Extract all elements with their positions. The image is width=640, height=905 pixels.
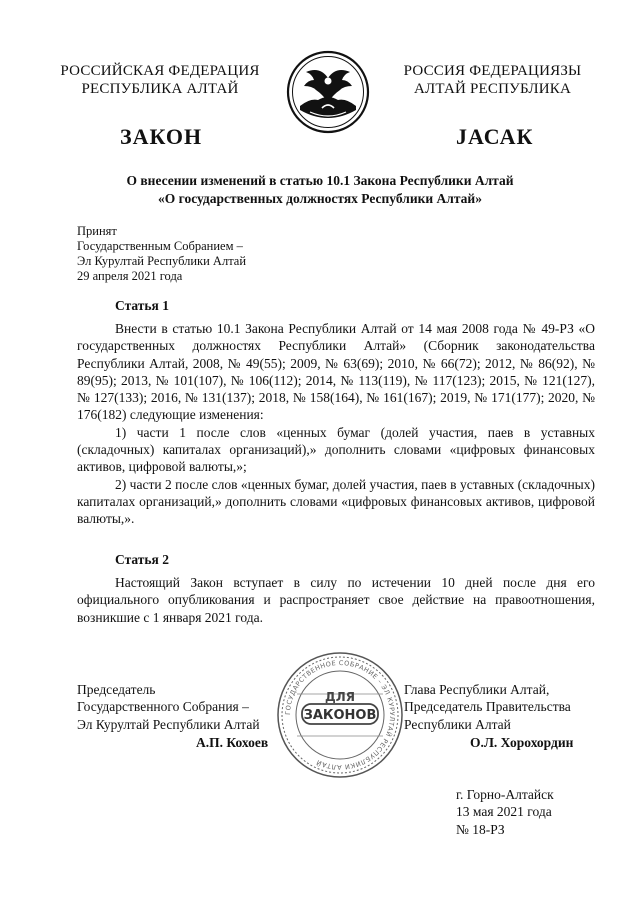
article1-paragraph2: 1) части 1 после слов «ценных бумаг (долей участия, паев в уставных (складочных) капиталах организаций),» дополнить словами «цифровых финансовых активов, цифровой валюты,»; xyxy=(77,424,595,475)
header-right-line2: АЛТАЙ РЕСПУБЛИКА xyxy=(413,81,572,97)
signature-right xyxy=(404,681,571,733)
header-left xyxy=(40,62,280,98)
header-right xyxy=(375,62,610,98)
signature-right-name: О.Л. Хорохордин xyxy=(470,735,574,750)
signature-right-line2: Председатель Правительства xyxy=(404,699,571,715)
emblem xyxy=(286,50,370,139)
article2-paragraph1: Настоящий Закон вступает в силу по истечении 10 дней после дня его официального опубликования и распространяет свое действие на правоотношения, возникшие с 1 января 2021 года. xyxy=(77,575,595,625)
adopted-line3: Эл Курултай Республики Алтай xyxy=(77,254,247,268)
article1-heading: Статья 1 xyxy=(115,298,169,313)
stamp xyxy=(275,650,405,785)
signature-left-line1: Председатель xyxy=(77,682,156,697)
footer-number: № 18-РЗ xyxy=(456,821,505,837)
adopted-line1: Принят xyxy=(77,224,117,238)
coat-of-arms-icon xyxy=(286,50,370,134)
title-left: ЗАКОН xyxy=(120,124,203,149)
header-left-line1: РОССИЙСКАЯ ФЕДЕРАЦИЯ xyxy=(60,63,260,79)
stamp-seal-icon xyxy=(275,650,405,780)
adopted-date: 29 апреля 2021 года xyxy=(77,269,183,283)
article2-heading: Статья 2 xyxy=(115,552,169,567)
adopted-block xyxy=(77,224,246,284)
adopted-line2: Государственным Собранием – xyxy=(77,239,243,253)
signature-left-name: А.П. Кохоев xyxy=(196,735,269,750)
signature-right-line3: Республики Алтай xyxy=(404,716,511,732)
signature-left-line3: Эл Курултай Республики Алтай xyxy=(77,716,260,732)
header-right-line1: РОССИЯ ФЕДЕРАЦИЯЗЫ xyxy=(403,63,582,79)
footer-date: 13 мая 2021 года xyxy=(456,804,552,820)
stamp-ring-text: ГОСУДАРСТВЕННОЕ СОБРАНИЕ – ЭЛ КУРУЛТАЙ РЕСПУБЛИКИ АЛТАЙ xyxy=(283,658,397,772)
stamp-line2: ЗАКОНОВ xyxy=(303,708,377,723)
stamp-line1: ДЛЯ xyxy=(325,690,355,704)
header-left-line2: РЕСПУБЛИКА АЛТАЙ xyxy=(81,81,239,97)
signature-right-line1: Глава Республики Алтай, xyxy=(404,682,550,697)
footer-place: г. Горно-Алтайск xyxy=(456,787,554,802)
signature-left-line2: Государственного Собрания – xyxy=(77,699,249,715)
article1-paragraph1: Внести в статью 10.1 Закона Республики Алтай от 14 мая 2008 года № 49-РЗ «О государственных должностях Республики Алтай» (Сборник законодательства Республики Алтай, 2008, № 49(55); 2009, № 63(69); 2010, № 66(72); 2012, № 86(92), № 89(95); 2013, № 101(107), № 106(112); 2014, № 113(119), № 117(123); 2015, № 121(127), № 127(133); 2016, № 131(137); 2018, № 158(164), № 161(167); 2019, № 171(177); 2020, № 176(182) следующие изменения: xyxy=(77,321,595,423)
subtitle-line1: О внесении изменений в статью 10.1 Закона Республики Алтай xyxy=(126,173,514,188)
subtitle-line2: «О государственных должностях Республики Алтай» xyxy=(158,191,482,206)
article1-paragraph3: 2) части 2 после слов «ценных бумаг, долей участия, паев в уставных (складочных) капиталах организаций,» дополнить словами «цифровых финансовых активов, цифровой валюты,». xyxy=(77,476,595,527)
article2-body xyxy=(77,574,595,626)
signature-left xyxy=(77,681,260,733)
article1-body xyxy=(77,320,595,528)
law-subtitle xyxy=(60,172,580,208)
title-right: JАСАК xyxy=(456,124,534,149)
footer-block xyxy=(456,786,554,838)
